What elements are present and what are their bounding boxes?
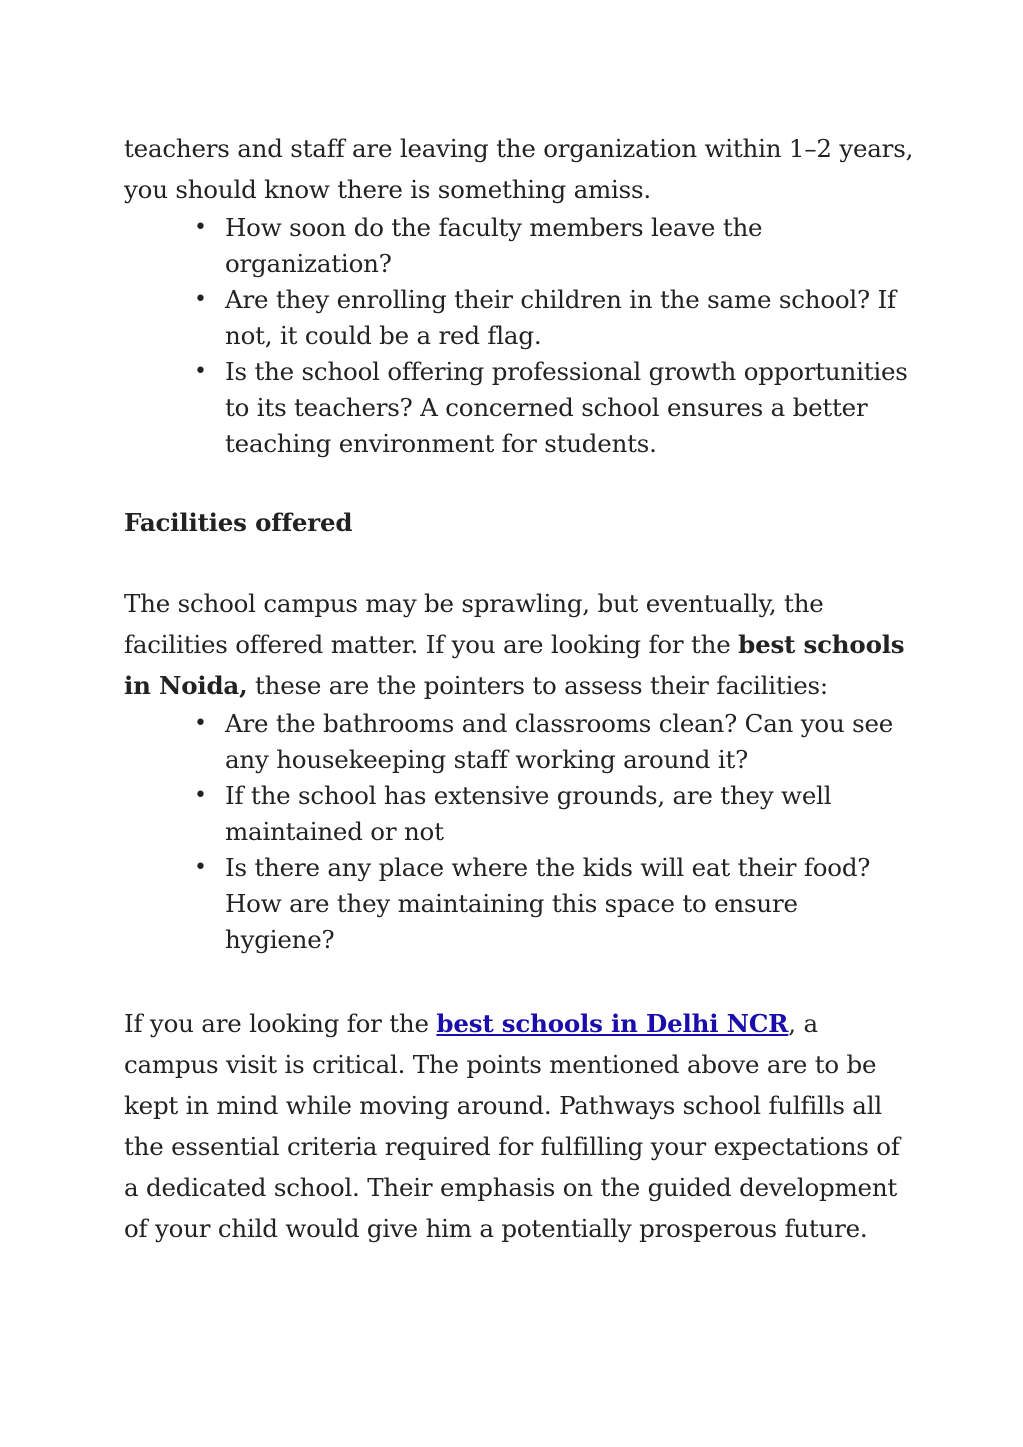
list-item-text: Is there any place where the kids will eat their food? How are they maintaining this space to ensure hygiene? xyxy=(225,853,871,954)
list-item xyxy=(124,850,914,958)
paragraph-text: these are the pointers to assess their facilities: xyxy=(247,671,828,700)
bullet-icon: • xyxy=(194,215,207,240)
list-item-text: How soon do the faculty members leave the organization? xyxy=(225,213,763,278)
delhi-ncr-schools-link[interactable]: best schools in Delhi NCR xyxy=(436,1009,789,1038)
list-item-text: Are the bathrooms and classrooms clean? Can you see any housekeeping staff working around it? xyxy=(225,709,894,774)
paragraph-text: If you are looking for the xyxy=(124,1009,437,1038)
list-item xyxy=(124,354,914,462)
paragraph-text: , a campus visit is critical. The points mentioned above are to be kept in mind while moving around. Pathways school fulfills all the essential criteria required for fulfilling your expectations of a dedicated school. Their emphasis on the guided development of your child would give him a potentially prosperous future. xyxy=(124,1009,900,1243)
facilities-paragraph xyxy=(124,583,914,706)
list-item xyxy=(124,778,914,850)
list-item xyxy=(124,706,914,778)
list-item-text: Is the school offering professional growth opportunities to its teachers? A concerned school ensures a better teaching environment for students. xyxy=(225,357,908,458)
document-page xyxy=(124,128,914,1249)
list-item-text: Are they enrolling their children in the same school? If not, it could be a red flag. xyxy=(225,285,896,350)
list-item xyxy=(124,210,914,282)
faculty-question-list xyxy=(124,210,914,462)
intro-paragraph: teachers and staff are leaving the organization within 1–2 years, you should know there is something amiss. xyxy=(124,134,914,204)
closing-paragraph xyxy=(124,1003,914,1249)
section-heading: Facilities offered xyxy=(124,508,353,537)
bullet-icon: • xyxy=(194,359,207,384)
list-item-text: If the school has extensive grounds, are they well maintained or not xyxy=(225,781,832,846)
bullet-icon: • xyxy=(194,783,207,808)
bullet-icon: • xyxy=(194,855,207,880)
bold-keyword: best schools in Noida, xyxy=(124,630,905,700)
bullet-icon: • xyxy=(194,287,207,312)
paragraph-text: The school campus may be sprawling, but eventually, the facilities offered matter. If you are looking for the xyxy=(124,589,824,659)
list-item xyxy=(124,282,914,354)
bullet-icon: • xyxy=(194,711,207,736)
facilities-question-list xyxy=(124,706,914,958)
